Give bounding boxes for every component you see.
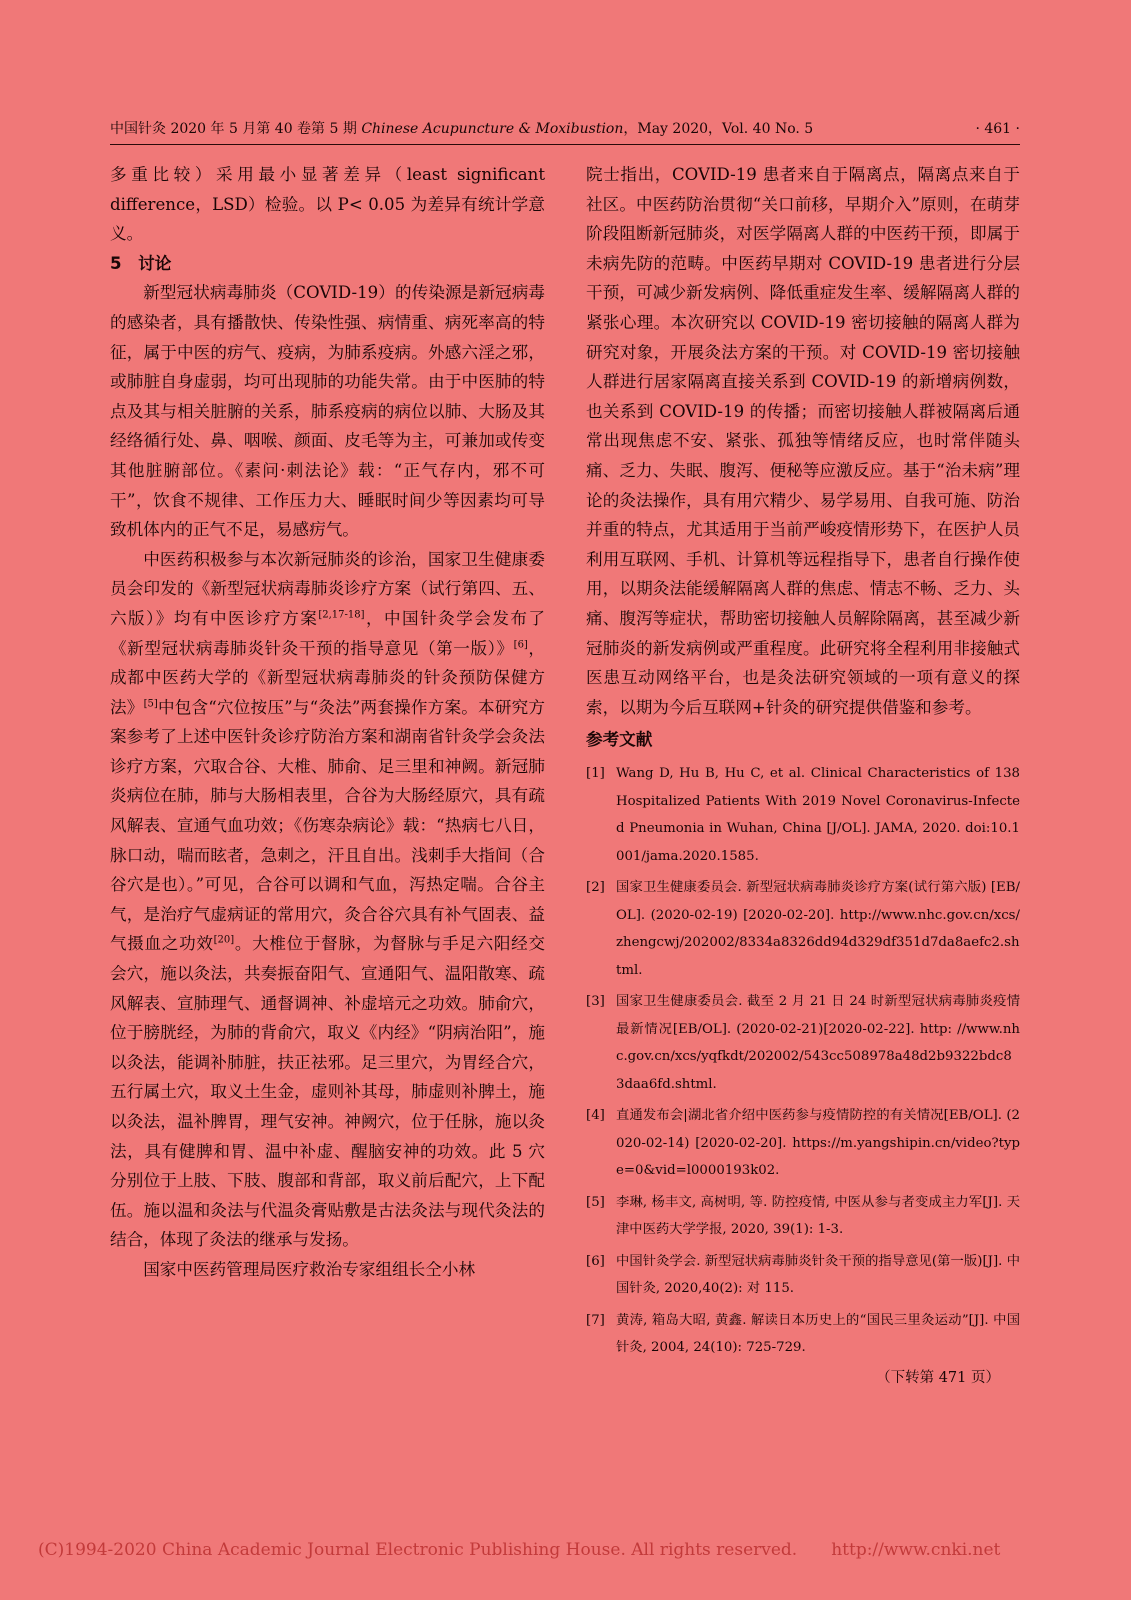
- citation-marker: [6]: [513, 638, 528, 650]
- journal-en-title: Chinese Acupuncture & Moxibustion: [361, 121, 624, 137]
- reference-list: [586, 760, 1020, 1362]
- reference-number: [5]: [586, 1194, 605, 1210]
- intro-paragraph: 多重比较）采用最小显著差异（least significant difference，LSD）检验。以 P< 0.05 为差异有统计学意义。: [110, 165, 545, 244]
- reference-number: [6]: [586, 1253, 605, 1269]
- running-header: [110, 118, 1020, 145]
- citation-marker: [2,17-18]: [318, 609, 365, 621]
- reference-number: [1]: [586, 766, 605, 782]
- paragraph: 院士指出，COVID-19 患者来自于隔离点，隔离点来自于社区。中医药防治贯彻“关口前移，早期介入”原则，在萌芽阶段阻断新冠肺炎，对医学隔离人群的中医药干预，即属于未病先防的范畴。中医药早期对 COVID-19 患者进行分层干预，可减少新发病例、降低重症发生率、缓解隔离人群的紧张心理。本次研究以 COVID-19 密切接触的隔离人群为研究对象，开展灸法方案的干预。对 COVID-19 密切接触人群进行居家隔离直接关系到 COVID-19 的新增病例数，也关系到 COVID-19 的传播；而密切接触人群被隔离后通常出现焦虑不安、紧张、孤独等情绪反应，也时常伴随头痛、乏力、失眠、腹泻、便秘等应激反应。基于“治未病”理论的灸法操作，具有用穴精少、易学易用、自我可施、防治并重的特点，尤其适用于当前严峻疫情形势下，在医护人员利用互联网、手机、计算机等远程指导下，患者自行操作使用，以期灸法能缓解隔离人群的焦虑、情志不畅、乏力、头痛、腹泻等症状，帮助密切接触人员解除隔离，甚至减少新冠肺炎的新发病例或严重程度。此研究将全程利用非接触式医患互动网络平台，也是灸法研究领域的一项有意义的探索，以期为今后互联网+针灸的研究提供借鉴和参考。: [586, 165, 1020, 717]
- paragraph: [110, 545, 545, 1255]
- reference-item: [586, 1307, 1020, 1362]
- reference-text: 直通发布会|湖北省介绍中医药参与疫情防控的有关情况[EB/OL]. (2020-02-14) [2020-02-20]. https://m.yangshipin.cn/video?type=0&vid=l0000193k02.: [616, 1108, 1020, 1179]
- paragraph-text: ，成都中医药大学的《新型冠状病毒肺炎的针灸预防保健方法》: [110, 638, 546, 717]
- paragraph: 新型冠状病毒肺炎（COVID-19）的传染源是新冠病毒的感染者，具有播散快、传染性强、病情重、病死率高的特征，属于中医的疠气、疫病，为肺系疫病。外感六淫之邪，或肺脏自身虚弱，均可出现肺的功能失常。由于中医肺的特点及其与相关脏腑的关系，肺系疫病的病位以肺、大肠及其经络循行处、鼻、咽喉、颜面、皮毛等为主，可兼加或传变其他脏腑部位。《素问·刺法论》载：“正气存内，邪不可干”，饮食不规律、工作压力大、睡眠时间少等因素均可导致机体内的正气不足，易感疠气。: [110, 283, 545, 540]
- reference-text: 国家卫生健康委员会. 新型冠状病毒肺炎诊疗方案(试行第六版) [EB/OL]. (2020-02-19) [2020-02-20]. http://www.nhc.gov.cn/xcs/zhengcwj/202002/8334a8326dd94d329df351d7da8aefc2.shtml.: [616, 880, 1020, 978]
- reference-text: 国家卫生健康委员会. 截至 2 月 21 日 24 时新型冠状病毒肺炎疫情最新情况[EB/OL]. (2020-02-21)[2020-02-22]. http: //www.nhc.gov.cn/xcs/yqfkdt/202002/543cc508978a48d2b9322bdc83daa6fd.shtml.: [616, 994, 1020, 1092]
- reference-text: 李琳, 杨丰文, 高树明, 等. 防控疫情, 中医从参与者变成主力军[J]. 天津中医药大学学报, 2020, 39(1): 1-3.: [616, 1194, 1020, 1238]
- page-number: · 461 ·: [975, 121, 1020, 137]
- reference-item: [586, 988, 1020, 1098]
- reference-item: [586, 1189, 1020, 1244]
- reference-text: 黄涛, 箱岛大昭, 黄鑫. 解读日本历史上的“国民三里灸运动”[J]. 中国针灸, 2004, 24(10): 725-729.: [616, 1312, 1020, 1356]
- reference-text: Wang D, Hu B, Hu C, et al. Clinical Characteristics of 138 Hospitalized Patients With 2019 Novel Coronavirus-Infected Pneumonia in Wuhan, China [J/OL]. JAMA, 2020. doi:10.1001/jama.2020.1585.: [616, 766, 1020, 864]
- citation-marker: [20]: [213, 934, 235, 946]
- journal-citation: [110, 118, 813, 140]
- reference-number: [7]: [586, 1312, 605, 1328]
- citation-marker: [5]: [143, 698, 158, 710]
- paragraph-text: 。大椎位于督脉，为督脉与手足六阳经交会穴，施以灸法，共奏振奋阳气、宣通阳气、温阳散寒、疏风解表、宣肺理气、通督调神、补虚培元之功效。肺俞穴，位于膀胱经，为肺的背俞穴，取义《内经》“阴病治阳”，施以灸法，能调补肺脏，扶正祛邪。足三里穴，为胃经合穴，五行属土穴，取义土生金，虚则补其母，肺虚则补脾土，施以灸法，温补脾胃，理气安神。神阙穴，位于任脉，施以灸法，具有健脾和胃、温中补虚、醒脑安神的功效。此 5 穴分别位于上肢、下肢、腹部和背部，取义前后配穴，上下配伍。施以温和灸法与代温灸膏贴敷是古法灸法与现代灸法的结合，体现了灸法的继承与发扬。: [110, 934, 546, 1250]
- paragraph-text: ，中国针灸学会发布了《新型冠状病毒肺炎针灸干预的指导意见（第一版）》: [110, 608, 546, 658]
- journal-en-issue: ，May 2020，Vol. 40 No. 5: [623, 121, 814, 137]
- copyright-footer: (C)1994-2020 China Academic Journal Electronic Publishing House. All rights reserved. http://www.cnki.net: [38, 1540, 1001, 1560]
- section-heading: 5 讨论: [110, 253, 172, 273]
- reference-item: [586, 1102, 1020, 1185]
- left-column: [110, 160, 545, 1285]
- reference-number: [2]: [586, 880, 605, 896]
- reference-number: [3]: [586, 994, 605, 1010]
- paragraph-text: 中医药积极参与本次新冠肺炎的诊治，国家卫生健康委员会印发的《新型冠状病毒肺炎诊疗方案（试行第四、五、六版）》均有中医诊疗方案: [110, 549, 545, 628]
- reference-item: [586, 760, 1020, 870]
- references-title: 参考文献: [586, 730, 653, 750]
- reference-item: [586, 1248, 1020, 1303]
- reference-text: 中国针灸学会. 新型冠状病毒肺炎针灸干预的指导意见(第一版)[J]. 中国针灸, 2020,40(2): 对 115.: [616, 1253, 1020, 1297]
- paragraph: 国家中医药管理局医疗救治专家组组长仝小林: [143, 1259, 476, 1279]
- right-column: [586, 160, 1020, 1390]
- reference-item: [586, 874, 1020, 984]
- paragraph-text: 中包含“穴位按压”与“灸法”两套操作方案。本研究方案参考了上述中医针灸诊疗防治方案和湖南省针灸学会灸法诊疗方案，穴取合谷、大椎、肺俞、足三里和神阙。新冠肺炎病位在肺，肺与大肠相表里，合谷为大肠经原穴，具有疏风解表、宣通气血功效；《伤寒杂病论》载：“热病七八日，脉口动，喘而眩者，急刺之，汗且自出。浅刺手大指间（合谷穴是也）。”可见，合谷可以调和气血，泻热定喘。合谷主气，是治疗气虚病证的常用穴，灸合谷穴具有补气固表、益气摄血之功效: [110, 697, 545, 954]
- reference-number: [4]: [586, 1108, 605, 1124]
- journal-cn: 中国针灸 2020 年 5 月第 40 卷第 5 期: [110, 121, 362, 137]
- continued-note: （下转第 471 页）: [876, 1369, 1000, 1386]
